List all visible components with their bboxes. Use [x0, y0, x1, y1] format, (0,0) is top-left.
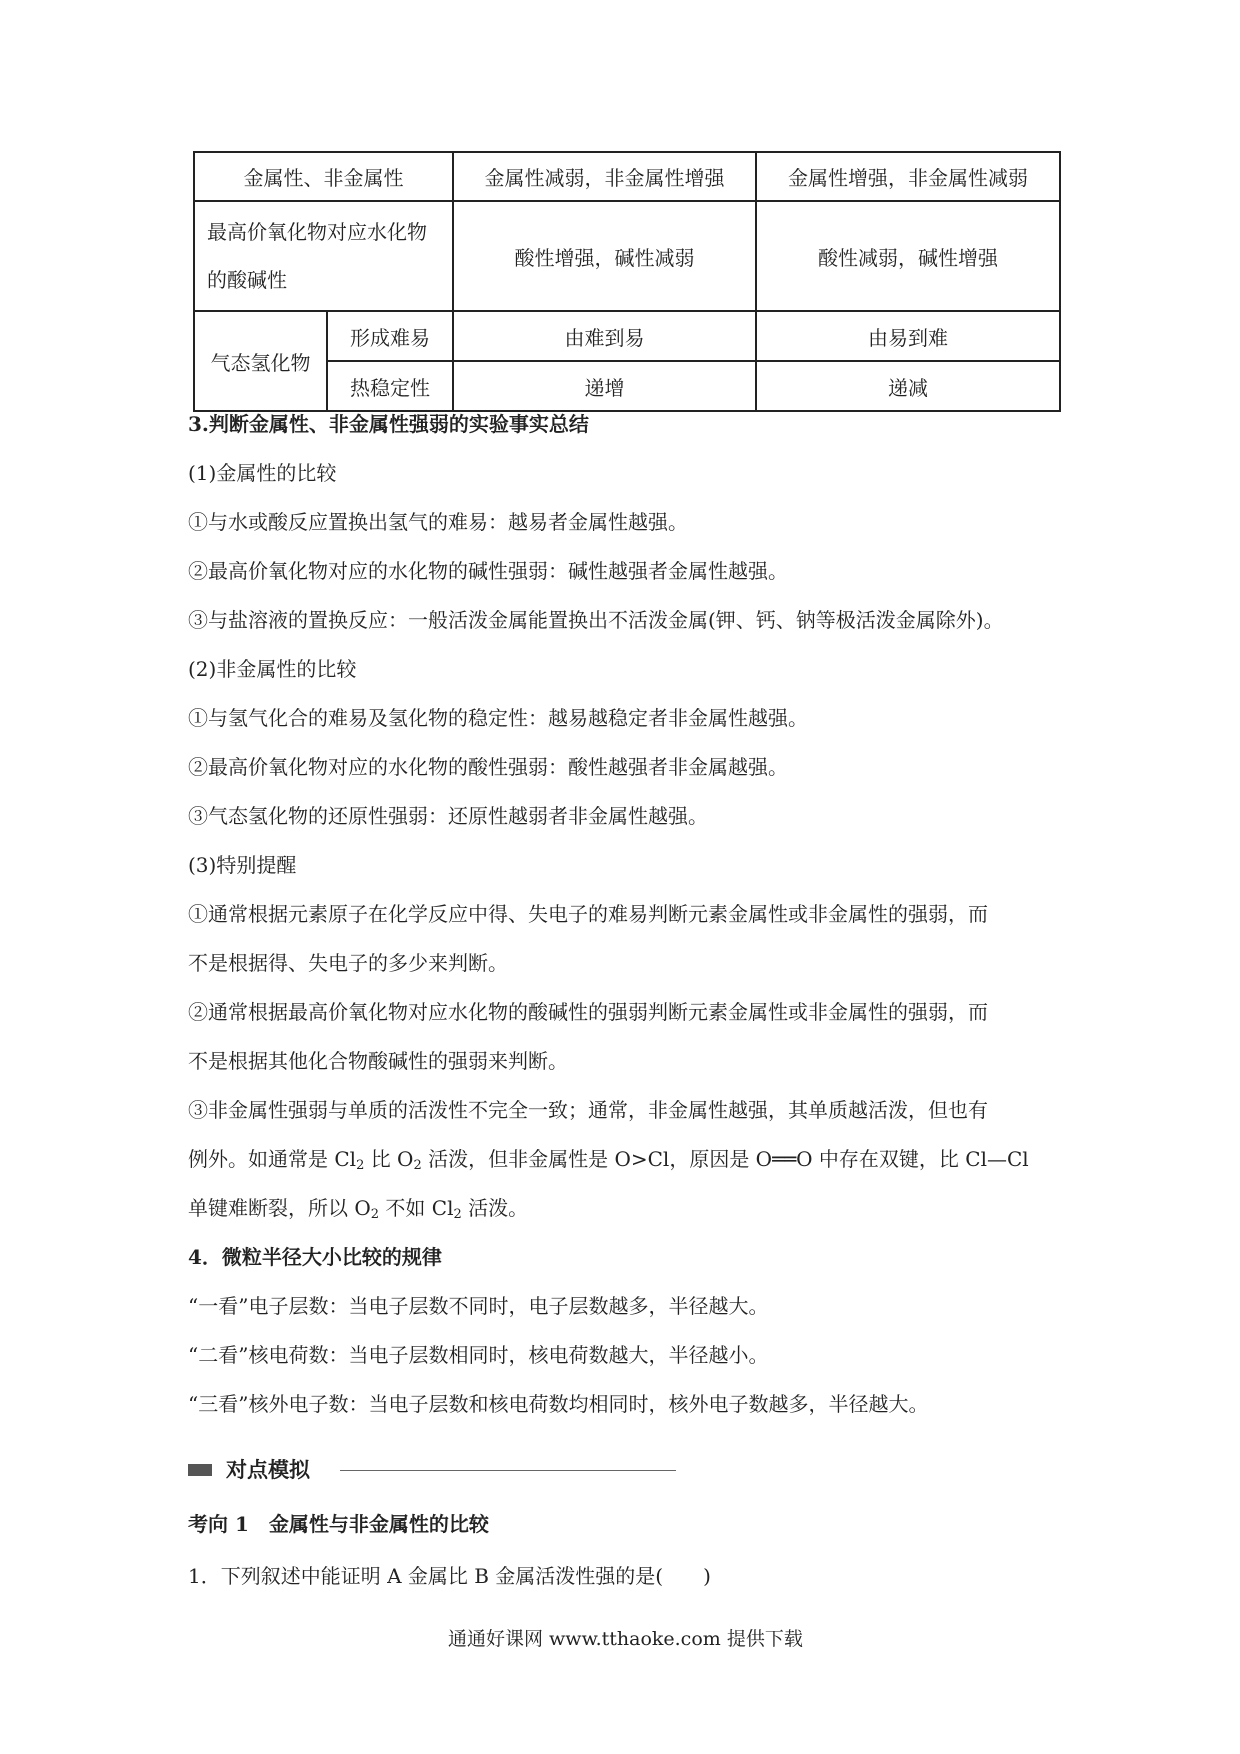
paragraph: ②最高价氧化物对应的水化物的碱性强弱：碱性越强者金属性越强。 [188, 559, 788, 583]
paragraph: “三看”核外电子数：当电子层数和核电荷数均相同时，核外电子数越多，半径越大。 [188, 1392, 929, 1416]
subheading-metal: (1)金属性的比较 [188, 461, 337, 485]
table-cell: 由易到难 [756, 311, 1060, 361]
text-run: 活泼，但非金属性是 O>Cl，原因是 O══O 中存在双键，比 Cl—Cl [421, 1147, 1029, 1171]
footer-text: 通通好课网 www.tthaoke.com 提供下载 [448, 1628, 803, 1650]
paragraph: 不是根据得、失电子的多少来判断。 [188, 951, 508, 975]
subscript: 2 [413, 1158, 422, 1173]
table-cell-sublabel: 形成难易 [327, 311, 453, 361]
text-run: 不如 Cl [379, 1196, 454, 1220]
kaoxiang-heading: 考向 1 金属性与非金属性的比较 [188, 1512, 489, 1536]
section-header [188, 1454, 688, 1486]
paragraph: ②最高价氧化物对应的水化物的酸性强弱：酸性越强者非金属越强。 [188, 755, 788, 779]
section-4-heading: 4．微粒半径大小比较的规律 [188, 1245, 442, 1269]
text-run: 比 O [364, 1147, 414, 1171]
table-cell-label: 最高价氧化物对应水化物的酸碱性 [194, 201, 453, 311]
paragraph: “一看”电子层数：当电子层数不同时，电子层数越多，半径越大。 [188, 1294, 769, 1318]
table-row [194, 152, 1060, 201]
properties-table [193, 151, 1061, 412]
table-row [194, 201, 1060, 311]
subheading-nonmetal: (2)非金属性的比较 [188, 657, 357, 681]
paragraph: ②通常根据最高价氧化物对应水化物的酸碱性的强弱判断元素金属性或非金属性的强弱，而 [188, 1000, 988, 1024]
paragraph: ③气态氢化物的还原性强弱：还原性越弱者非金属性越强。 [188, 804, 708, 828]
paragraph: ①与氢气化合的难易及氢化物的稳定性：越易越稳定者非金属性越强。 [188, 706, 808, 730]
table-cell: 金属性增强，非金属性减弱 [756, 152, 1060, 201]
subscript: 2 [453, 1207, 462, 1222]
subheading-reminder: (3)特别提醒 [188, 853, 297, 877]
table-cell: 递增 [453, 361, 756, 411]
paragraph: ③非金属性强弱与单质的活泼性不完全一致；通常，非金属性越强，其单质越活泼，但也有 [188, 1098, 988, 1122]
table-cell: 酸性增强，碱性减弱 [453, 201, 756, 311]
paragraph: ①与水或酸反应置换出氢气的难易：越易者金属性越强。 [188, 510, 688, 534]
table-cell: 金属性减弱，非金属性增强 [453, 152, 756, 201]
text-run: 活泼。 [461, 1196, 529, 1220]
section-title: 对点模拟 [226, 1457, 310, 1482]
table-cell-sublabel: 热稳定性 [327, 361, 453, 411]
paragraph: ①通常根据元素原子在化学反应中得、失电子的难易判断元素金属性或非金属性的强弱，而 [188, 902, 988, 926]
table-cell-group-label: 气态氢化物 [194, 311, 327, 411]
table-cell: 由难到易 [453, 311, 756, 361]
paragraph: ③与盐溶液的置换反应：一般活泼金属能置换出不活泼金属(钾、钙、钠等极活泼金属除外)。 [188, 608, 1004, 632]
paragraph: 不是根据其他化合物酸碱性的强弱来判断。 [188, 1049, 568, 1073]
square-marker-icon [188, 1464, 212, 1476]
table-cell: 酸性减弱，碱性增强 [756, 201, 1060, 311]
text-run: 例外。如通常是 Cl [188, 1147, 357, 1171]
paragraph [188, 1145, 1029, 1173]
paragraph: “二看”核电荷数：当电子层数相同时，核电荷数越大，半径越小。 [188, 1343, 769, 1367]
question-1: 1．下列叙述中能证明 A 金属比 B 金属活泼性强的是( ) [188, 1564, 711, 1588]
divider [340, 1470, 676, 1471]
subscript: 2 [370, 1207, 380, 1222]
table-cell: 递减 [756, 361, 1060, 411]
section-3-heading: 3.判断金属性、非金属性强弱的实验事实总结 [188, 412, 589, 436]
paragraph [188, 1194, 528, 1222]
table-row [194, 311, 1060, 361]
subscript: 2 [356, 1158, 365, 1173]
text-run: 单键难断裂，所以 O [188, 1196, 371, 1220]
table-cell-label: 金属性、非金属性 [194, 152, 453, 201]
